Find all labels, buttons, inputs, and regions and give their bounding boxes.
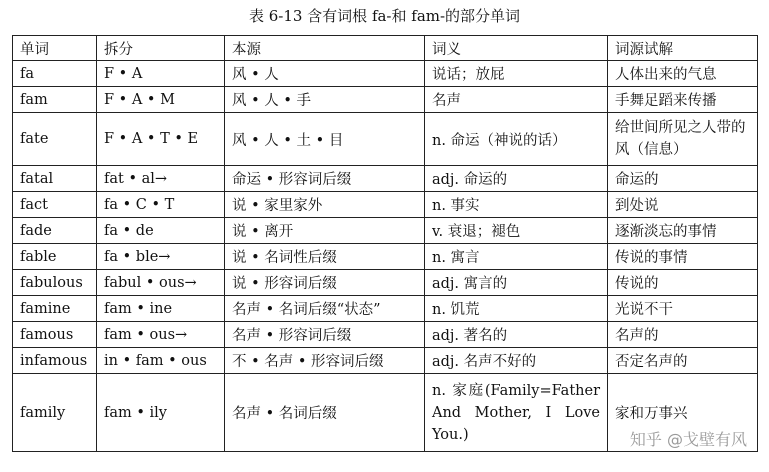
cell-etymology: 传说的 (608, 270, 758, 296)
header-meaning: 词义 (425, 36, 608, 61)
cell-split: fa • C • T (97, 192, 225, 218)
cell-origin: 风 • 人 • 土 • 目 (225, 113, 425, 166)
cell-meaning: n. 命运（神说的话） (425, 113, 608, 166)
cell-meaning: 说话；放屁 (425, 61, 608, 87)
table-row (13, 166, 758, 192)
cell-word: fam (13, 87, 97, 113)
cell-meaning: n. 家庭(Family=Father And Mother, I Love You.) (425, 374, 608, 452)
cell-split: F • A (97, 61, 225, 87)
table-row (13, 322, 758, 348)
header-origin: 本源 (225, 36, 425, 61)
cell-word: famine (13, 296, 97, 322)
cell-etymology: 手舞足蹈来传播 (608, 87, 758, 113)
cell-meaning: adj. 命运的 (425, 166, 608, 192)
cell-split: fam • ous→ (97, 322, 225, 348)
cell-meaning: n. 饥荒 (425, 296, 608, 322)
cell-split: in • fam • ous (97, 348, 225, 374)
cell-etymology: 人体出来的气息 (608, 61, 758, 87)
cell-split: fa • ble→ (97, 244, 225, 270)
cell-etymology: 传说的事情 (608, 244, 758, 270)
table-row (13, 87, 758, 113)
cell-origin: 风 • 人 • 手 (225, 87, 425, 113)
cell-origin: 不 • 名声 • 形容词后缀 (225, 348, 425, 374)
cell-origin: 风 • 人 (225, 61, 425, 87)
cell-meaning: n. 寓言 (425, 244, 608, 270)
table-row (13, 270, 758, 296)
cell-split: F • A • T • E (97, 113, 225, 166)
table-row (13, 348, 758, 374)
cell-word: famous (13, 322, 97, 348)
cell-meaning: 名声 (425, 87, 608, 113)
table-row (13, 113, 758, 166)
watermark: 知乎 @戈壁有风 (629, 430, 747, 449)
cell-word: fable (13, 244, 97, 270)
cell-word: fate (13, 113, 97, 166)
cell-origin: 名声 • 名词后缀 (225, 374, 425, 452)
table-row (13, 192, 758, 218)
cell-meaning: v. 衰退；褪色 (425, 218, 608, 244)
cell-word: fa (13, 61, 97, 87)
cell-meaning: adj. 著名的 (425, 322, 608, 348)
cell-meaning: adj. 寓言的 (425, 270, 608, 296)
header-word: 单词 (13, 36, 97, 61)
cell-word: fatal (13, 166, 97, 192)
cell-word: family (13, 374, 97, 452)
cell-word: fact (13, 192, 97, 218)
table-header-row (13, 36, 758, 61)
table-row (13, 218, 758, 244)
cell-etymology: 命运的 (608, 166, 758, 192)
cell-meaning: adj. 名声不好的 (425, 348, 608, 374)
table-row (13, 61, 758, 87)
header-split: 拆分 (97, 36, 225, 61)
cell-origin: 说 • 离开 (225, 218, 425, 244)
cell-origin: 说 • 家里家外 (225, 192, 425, 218)
cell-origin: 名声 • 形容词后缀 (225, 322, 425, 348)
cell-etymology: 否定名声的 (608, 348, 758, 374)
table-row (13, 244, 758, 270)
cell-origin: 说 • 名词性后缀 (225, 244, 425, 270)
cell-etymology: 名声的 (608, 322, 758, 348)
table-row (13, 296, 758, 322)
cell-origin: 命运 • 形容词后缀 (225, 166, 425, 192)
cell-split: fabul • ous→ (97, 270, 225, 296)
cell-split: fa • de (97, 218, 225, 244)
header-etymology: 词源试解 (608, 36, 758, 61)
cell-etymology: 给世间所见之人带的风（信息） (608, 113, 758, 166)
cell-split: fam • ily (97, 374, 225, 452)
cell-word: infamous (13, 348, 97, 374)
cell-origin: 说 • 形容词后缀 (225, 270, 425, 296)
cell-meaning: n. 事实 (425, 192, 608, 218)
cell-etymology: 逐渐淡忘的事情 (608, 218, 758, 244)
cell-word: fabulous (13, 270, 97, 296)
cell-etymology: 光说不干 (608, 296, 758, 322)
cell-split: fam • ine (97, 296, 225, 322)
table-caption: 表 6-13 含有词根 fa-和 fam-的部分单词 (248, 7, 521, 25)
cell-etymology: 到处说 (608, 192, 758, 218)
cell-origin: 名声 • 名词后缀“状态” (225, 296, 425, 322)
cell-etymology: 家和万事兴 (608, 374, 758, 452)
cell-word: fade (13, 218, 97, 244)
cell-split: F • A • M (97, 87, 225, 113)
etymology-table (12, 35, 758, 452)
cell-split: fat • al→ (97, 166, 225, 192)
